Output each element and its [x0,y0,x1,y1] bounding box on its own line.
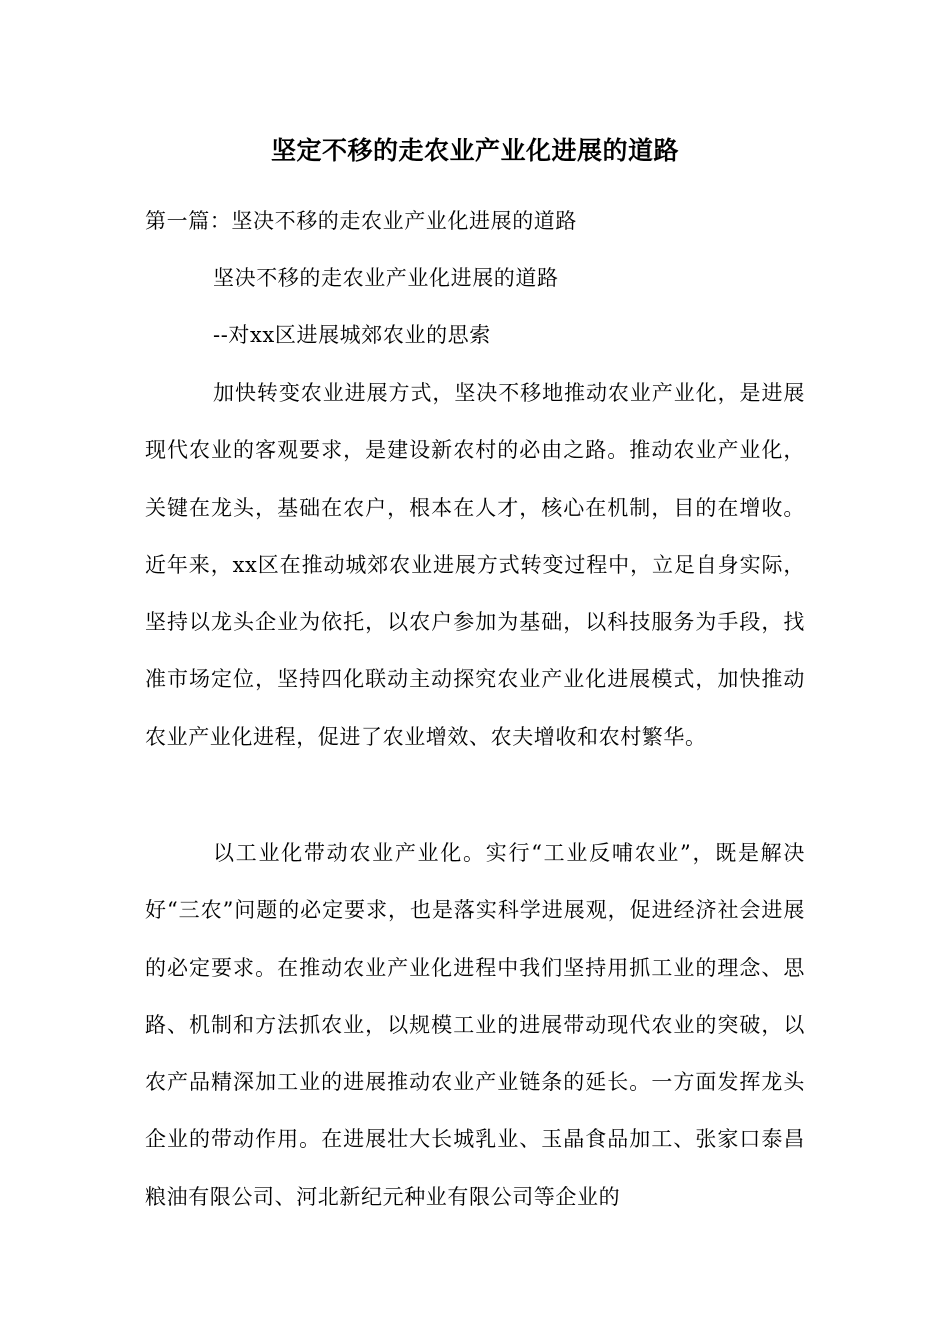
article-title: 坚决不移的走农业产业化进展的道路 [213,266,559,290]
document-title: 坚定不移的走农业产业化进展的道路 [270,136,679,165]
article-subtitle: --对xx区进展城郊农业的思索 [213,323,491,347]
body-paragraph: 加快转变农业进展方式，坚决不移地推动农业产业化，是进展现代农业的客观要求，是建设新农村的必由之路。推动农业产业化，关键在龙头，基础在农户，根本在人才，核心在机制，目的在增收。近年来，xx区在推动城郊农业进展方式转变过程中，立足自身实际，坚持以龙头企业为依托，以农户参加为基础，以科技服务为手段，找准市场定位，坚持四化联动主动探究农业产业化进展模式，加快推动农业产业化进程，促进了农业增效、农夫增收和农村繁华。 [145,381,805,749]
section-heading: 第一篇：坚决不移的走农业产业化进展的道路 [145,209,577,233]
body-paragraph: 以工业化带动农业产业化。实行“工业反哺农业”，既是解决好“三农”问题的必定要求，也是落实科学进展观，促进经济社会进展的必定要求。在推动农业产业化进程中我们坚持用抓工业的理念、思路、机制和方法抓农业，以规模工业的进展带动现代农业的突破，以农产品精深加工业的进展推动农业产业链条的延长。一方面发挥龙头企业的带动作用。在进展壮大长城乳业、玉晶食品加工、张家口泰昌粮油有限公司、河北新纪元种业有限公司等企业的 [145,841,805,1209]
